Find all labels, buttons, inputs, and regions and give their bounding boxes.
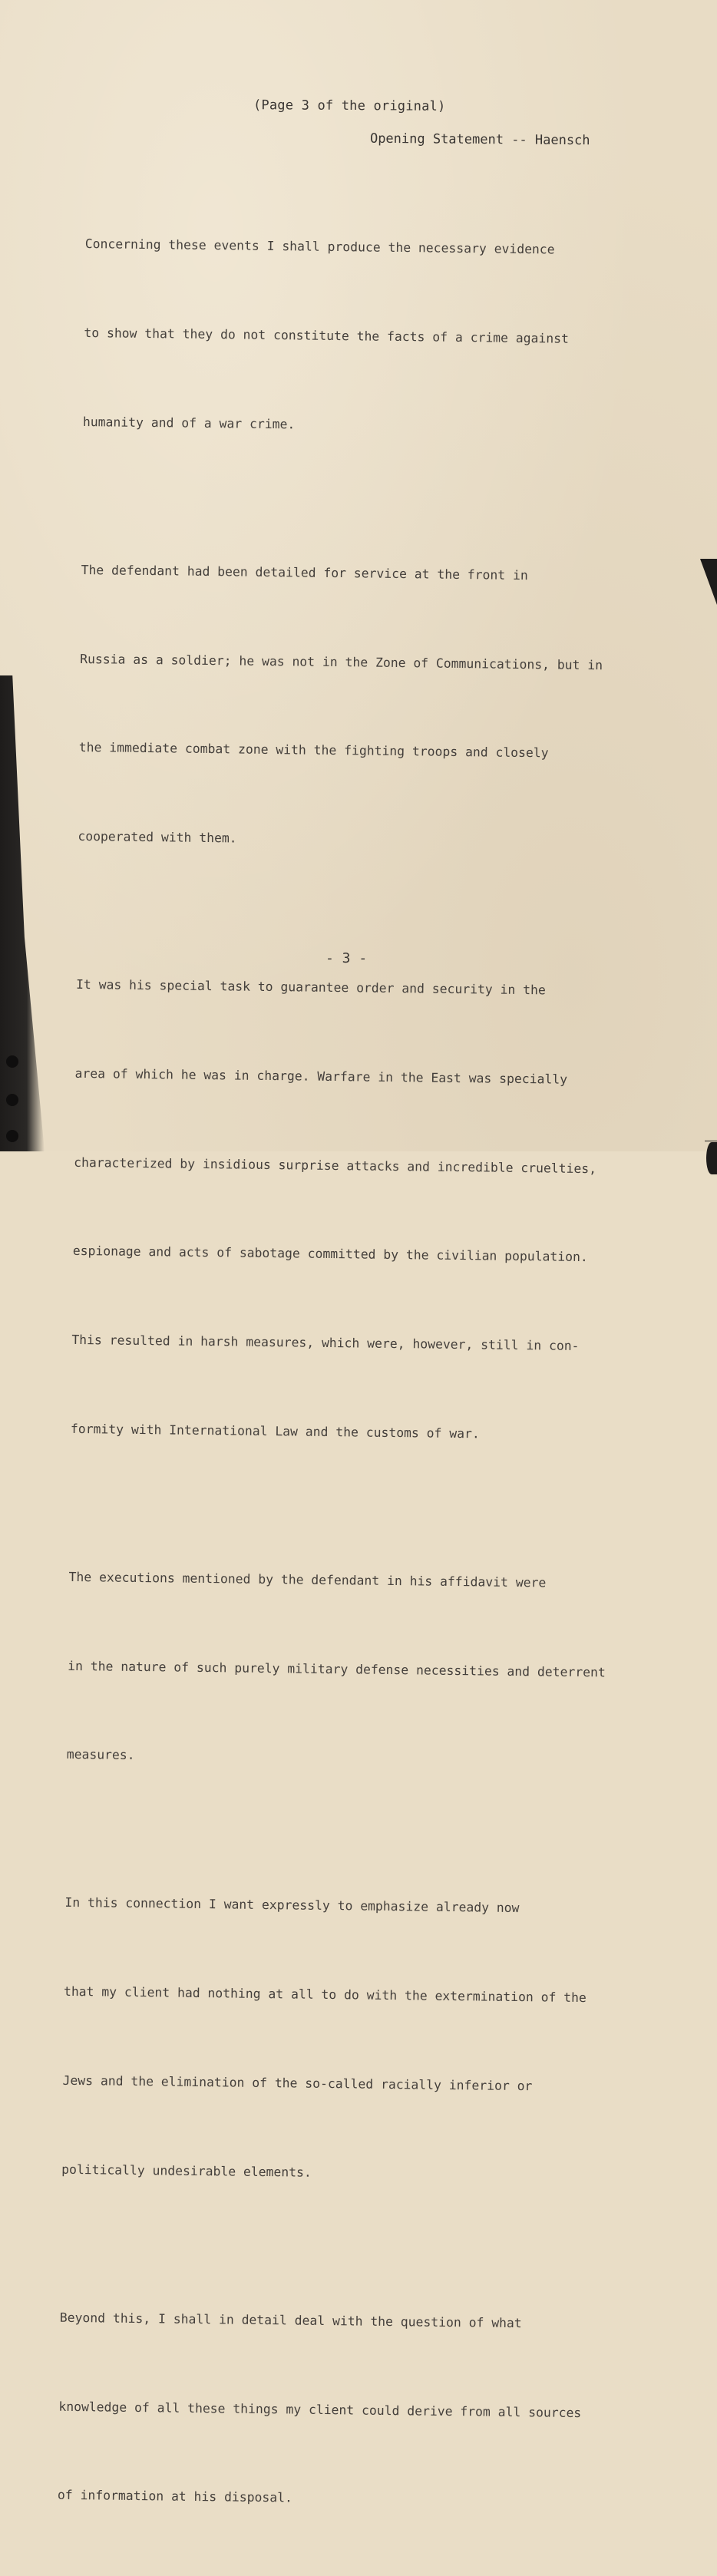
paragraph [70,911,614,1510]
text-line: The executions mentioned by the defendant in his affidavit were [68,1569,547,1590]
text-line: measures. [66,1747,135,1763]
paragraph [82,170,623,503]
text-line: Jews and the elimination of the so-called racially inferior or [62,2072,533,2094]
punch-hole [6,1130,18,1142]
text-line: characterized by insidious surprise attacks and incredible cruelties, [74,1154,597,1176]
scan-edge-mark [706,1142,717,1174]
text-line: The defendant had been detailed for service at the front in [81,562,528,583]
text-line: This resulted in harsh measures, which were, however, still in con- [71,1333,580,1354]
text-line: espionage and acts of sabotage committed by the civilian population. [72,1243,588,1265]
text-line: of information at his disposal. [57,2488,293,2505]
text-line: in the nature of such purely military defense necessities and deterrent [68,1658,606,1680]
text-line: In this connection I want expressly to emphasize already now [64,1895,520,1916]
text-line: formity with International Law and the customs of war. [70,1421,480,1442]
page-number: - 3 - [325,950,368,966]
text-line: that my client had nothing at all to do with the extermination of the [63,1984,586,2006]
paragraph [77,496,620,917]
punch-hole [6,1055,18,1068]
scan-edge-mark [700,559,717,605]
text-line: Concerning these events I shall produce the necessary evidence [84,236,555,257]
text-line: It was his special task to guarantee order and security in the [75,976,546,998]
paragraph [66,1504,607,1836]
text-line: humanity and of a war crime. [82,414,296,432]
paragraph [61,1829,603,2251]
punch-hole [6,1094,18,1106]
scan-binding-edge [0,675,45,1151]
text-line: politically undesirable elements. [61,2162,312,2180]
text-line: cooperated with them. [78,828,237,846]
text-line: the immediate combat zone with the fighting troops and closely [78,740,549,761]
text-line: area of which he was in charge. Warfare in the East was specially [74,1065,568,1087]
text-line: Beyond this, I shall in detail deal with the question of what [59,2310,522,2330]
text-line: Russia as a soldier; he was not in the Zone of Communications, but in [80,651,603,672]
document-subheading: Opening Statement -- Haensch [369,130,590,149]
text-line: knowledge of all these things my client could derive from all sources [58,2399,582,2420]
body-text [57,170,623,2576]
text-line: to show that they do not constitute the facts of a crime against [84,325,570,346]
page-reference-heading: (Page 3 of the original) [253,97,446,114]
paragraph [57,2244,598,2576]
